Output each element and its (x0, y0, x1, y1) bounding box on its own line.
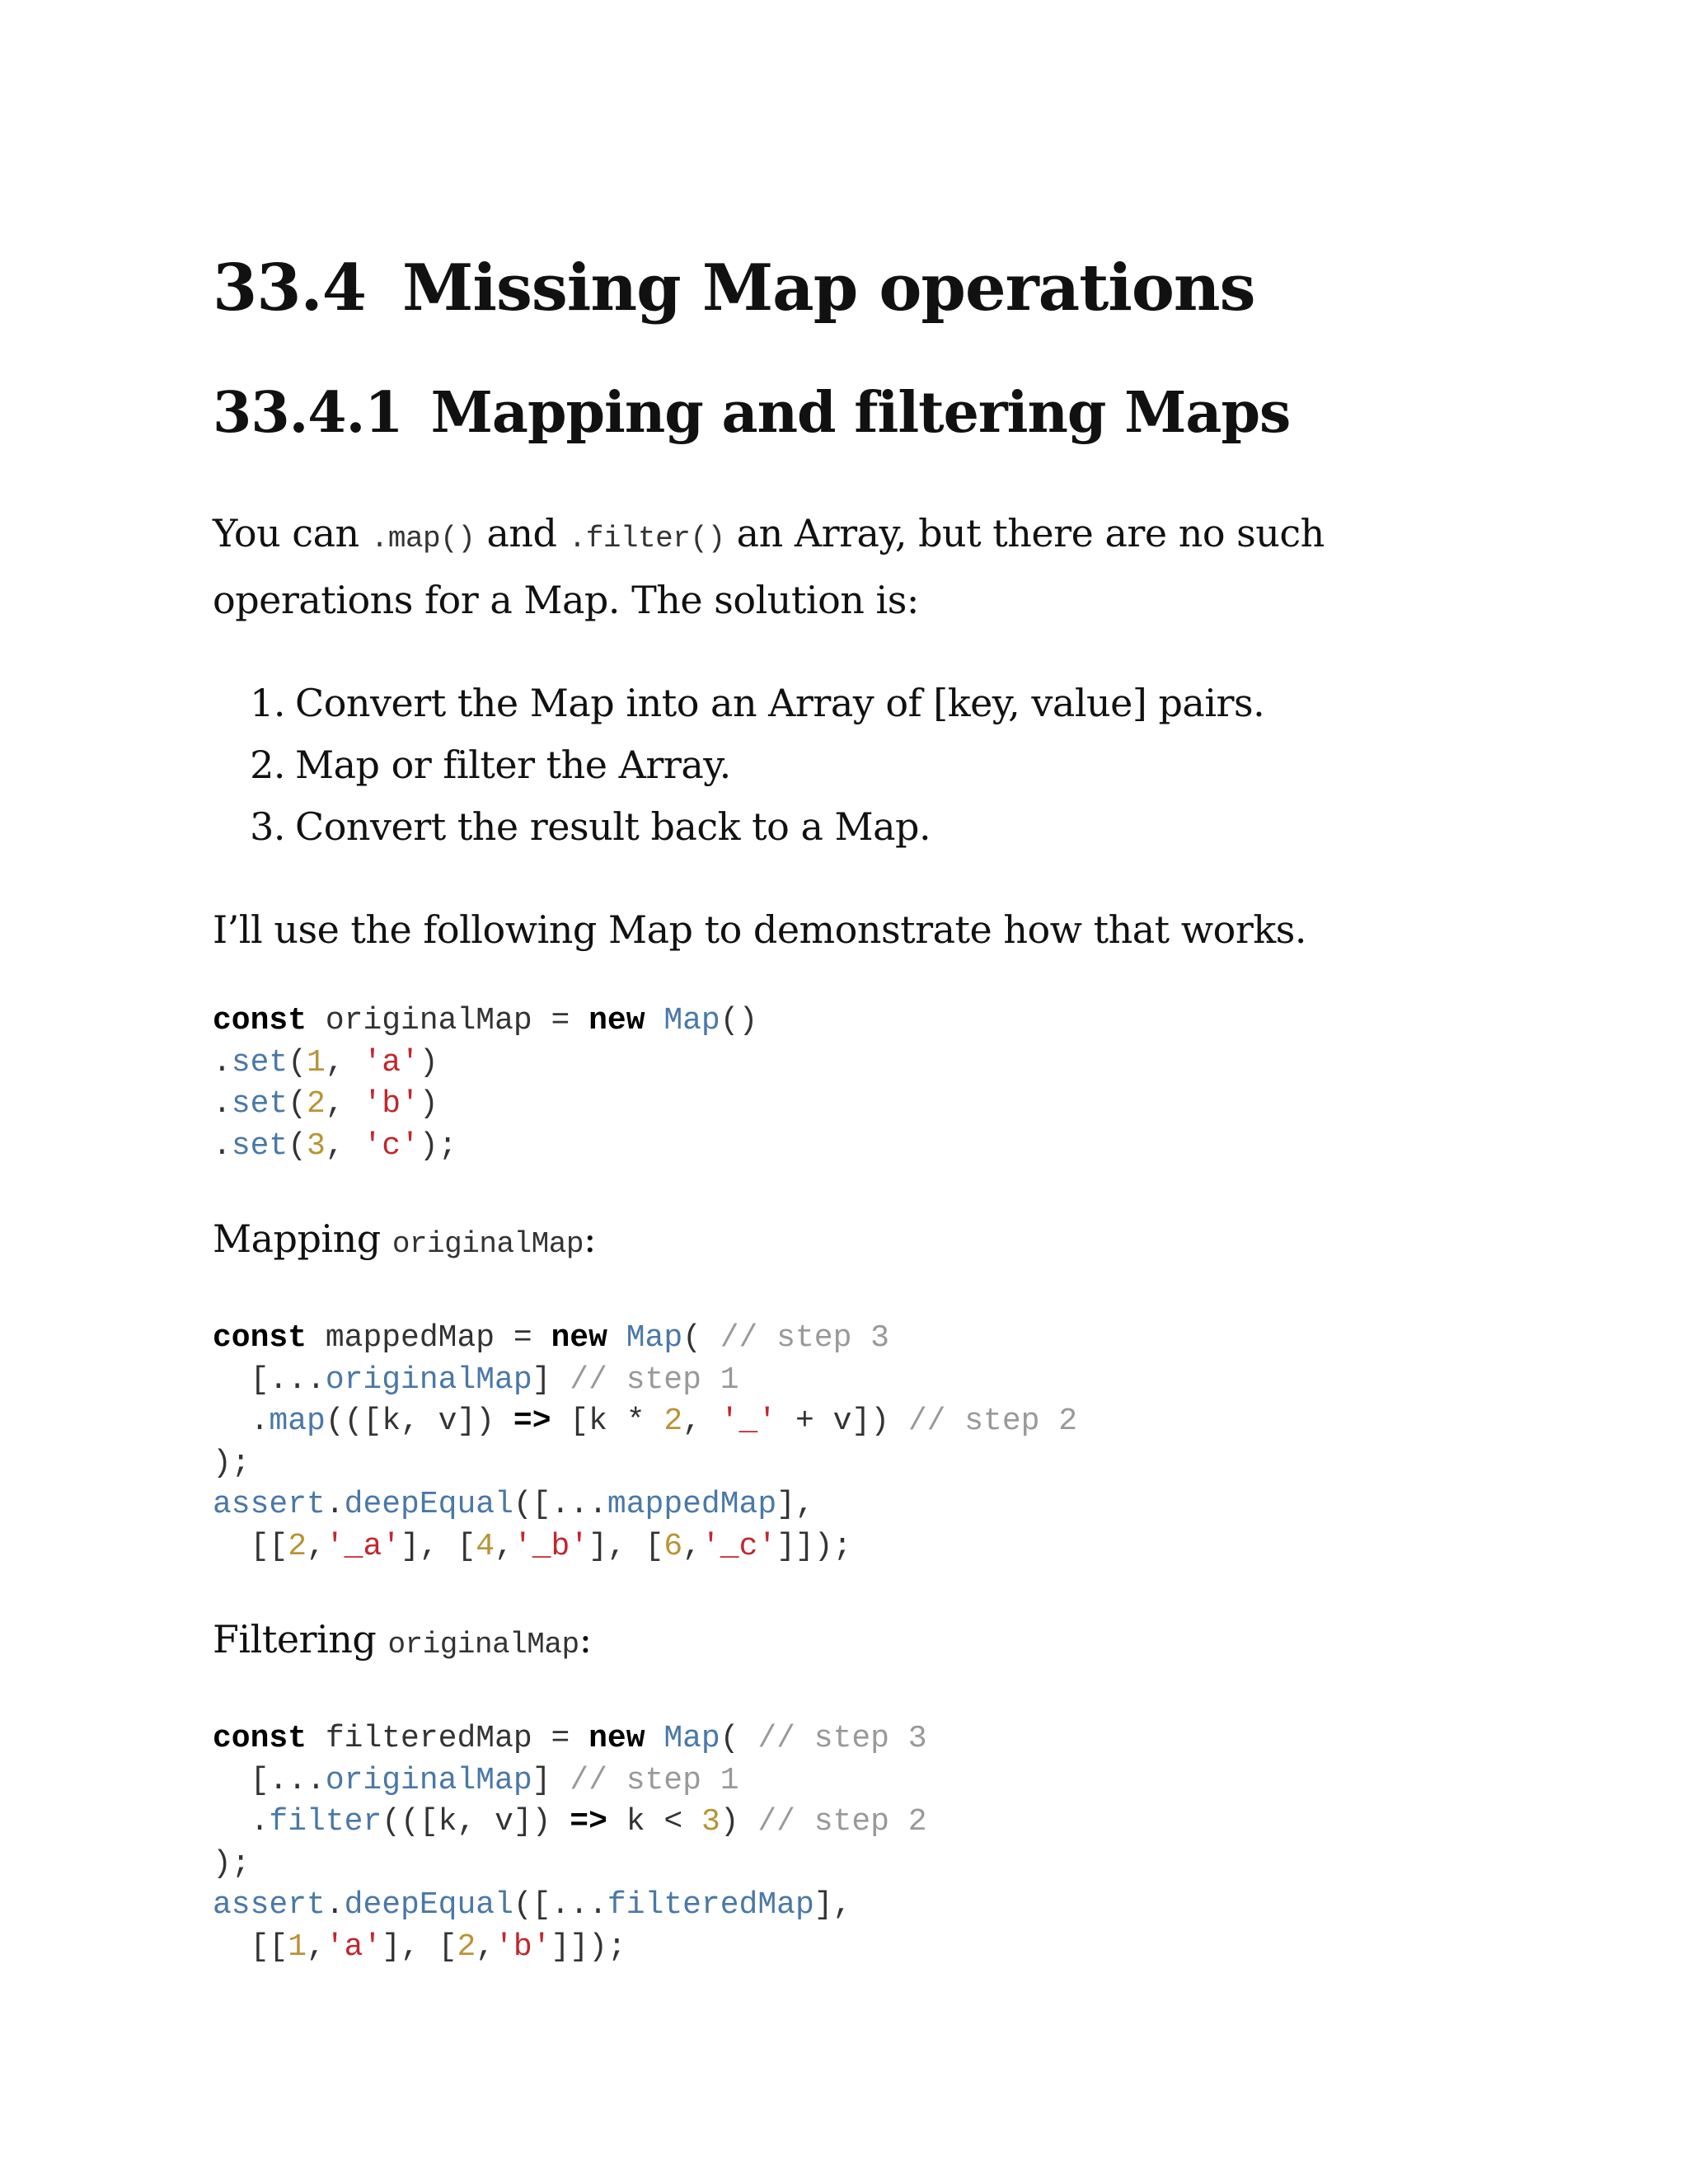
code-comment: // step 2 (757, 1804, 927, 1840)
list-marker: 1. (250, 681, 285, 725)
list-item (213, 796, 1498, 858)
demo-paragraph: I’ll use the following Map to demonstrate how that works. (213, 907, 1306, 952)
code-text: , (325, 1086, 363, 1122)
code-text: ( (720, 1721, 758, 1756)
code-text: . (213, 1404, 270, 1439)
subsection-title: Mapping and filtering Maps (430, 380, 1291, 446)
code-identifier: assert (213, 1887, 326, 1923)
code-comment: // step 1 (570, 1361, 739, 1398)
code-keyword: new (588, 1721, 645, 1756)
code-identifier: map (269, 1404, 326, 1439)
code-identifier: set (231, 1127, 288, 1164)
code-identifier: filter (269, 1804, 382, 1840)
code-text: ) (419, 1086, 438, 1122)
code-text: . (213, 1044, 232, 1080)
code-number: 1 (288, 1929, 307, 1965)
section-title: Missing Map operations (401, 251, 1255, 326)
code-text: ( (288, 1127, 307, 1164)
code-keyword: new (551, 1320, 607, 1356)
code-text: ]]); (776, 1528, 852, 1564)
code-number: 3 (307, 1127, 326, 1164)
code-number: 2 (307, 1086, 326, 1122)
code-text (607, 1320, 626, 1356)
list-item-text: Convert the Map into an Array of [key, value] pairs. (295, 681, 1265, 725)
code-number: 2 (457, 1929, 476, 1965)
code-text: ); (213, 1445, 251, 1481)
code-comment: // step 2 (907, 1404, 1078, 1439)
code-line (213, 1846, 251, 1882)
code-text: ]]); (551, 1929, 626, 1965)
code-line (213, 1804, 927, 1840)
code-number: 3 (701, 1804, 720, 1840)
code-string: '_c' (701, 1528, 777, 1564)
code-text: . (213, 1127, 232, 1164)
intro-text-2: and (475, 511, 569, 555)
code-comment: // step 3 (720, 1320, 889, 1356)
code-text: ( (682, 1320, 720, 1356)
code-text: () (720, 1003, 758, 1038)
code-text: . (325, 1487, 345, 1522)
code-number: 2 (288, 1528, 307, 1564)
code-line (213, 1446, 251, 1481)
code-identifier: originalMap (325, 1361, 532, 1398)
code-keyword: const (213, 1721, 307, 1756)
code-text: filteredMap = (307, 1721, 589, 1756)
steps-list (213, 673, 1498, 858)
code-text: (([k, v]) (382, 1804, 570, 1840)
code-text: , (495, 1528, 513, 1564)
code-comment: // step 1 (570, 1762, 739, 1798)
code-line (213, 1721, 927, 1756)
code-text: ], [ (401, 1528, 476, 1564)
code-text: ( (288, 1086, 307, 1122)
code-text: , (476, 1929, 495, 1965)
list-marker: 2. (250, 743, 285, 787)
inline-code-filter: .filter() (568, 522, 725, 555)
code-line (213, 1404, 1077, 1439)
code-string: '_a' (325, 1528, 401, 1564)
code-text: [[ (213, 1929, 288, 1965)
code-text: ); (419, 1127, 457, 1164)
mapping-label-code: originalMap (392, 1227, 584, 1261)
code-text: , (325, 1044, 363, 1080)
code-number: 1 (307, 1044, 326, 1080)
code-text: , (307, 1528, 326, 1564)
code-text: . (213, 1086, 232, 1122)
subsection-heading (213, 376, 1498, 450)
code-line (213, 1929, 626, 1965)
code-line (213, 1362, 739, 1398)
code-text: ([... (513, 1887, 607, 1923)
code-number: 4 (476, 1528, 495, 1564)
code-keyword: new (588, 1003, 645, 1038)
page-content (213, 247, 1498, 2009)
code-block-mapped-map (213, 1318, 1498, 1568)
filtering-label-suffix: : (579, 1617, 592, 1661)
code-line (213, 1086, 438, 1122)
code-line (213, 1763, 739, 1798)
code-string: 'c' (363, 1127, 420, 1164)
intro-text-3: an Array, but there are no such operations for a Map. The solution is: (213, 511, 1325, 622)
code-text: ( (288, 1044, 307, 1080)
code-text: ) (419, 1044, 438, 1080)
code-text: , (682, 1404, 720, 1439)
code-identifier: assert (213, 1487, 326, 1522)
code-keyword: => (513, 1404, 551, 1439)
code-number: 6 (663, 1528, 683, 1564)
code-text: [... (213, 1762, 326, 1798)
code-text: k < (607, 1804, 701, 1840)
code-text: mappedMap = (307, 1320, 551, 1356)
code-text (645, 1003, 664, 1038)
code-line (213, 1529, 851, 1564)
code-line (213, 1045, 438, 1080)
code-line (213, 1320, 889, 1356)
section-number: 33.4 (213, 251, 366, 326)
code-keyword: const (213, 1320, 307, 1356)
section-heading (213, 247, 1498, 330)
code-identifier: mappedMap (607, 1487, 777, 1522)
code-text: ], [ (382, 1929, 457, 1965)
mapping-label (213, 1208, 1498, 1275)
mapping-label-suffix: : (583, 1216, 596, 1261)
intro-paragraph (213, 503, 1498, 631)
code-identifier: Map (663, 1721, 720, 1756)
code-text: ) (720, 1804, 758, 1840)
code-identifier: Map (663, 1003, 720, 1038)
code-text: ([... (513, 1487, 607, 1522)
code-text: ); (213, 1845, 251, 1882)
code-line (213, 1487, 814, 1522)
list-item-text: Map or filter the Array. (295, 743, 731, 787)
code-string: '_' (720, 1404, 777, 1439)
code-identifier: originalMap (325, 1762, 532, 1798)
code-text: , (325, 1127, 363, 1164)
list-marker: 3. (250, 804, 285, 849)
code-text: . (325, 1887, 345, 1923)
code-number: 2 (663, 1404, 683, 1439)
code-string: 'a' (363, 1044, 420, 1080)
intro-text-1: You can (213, 511, 371, 555)
mapping-label-text: Mapping (213, 1216, 392, 1261)
code-text: ] (532, 1361, 570, 1398)
list-item-text: Convert the result back to a Map. (295, 804, 931, 849)
code-keyword: const (213, 1003, 307, 1038)
code-text: originalMap = (307, 1003, 589, 1038)
code-line (213, 1887, 851, 1923)
code-block-filtered-map (213, 1718, 1498, 1968)
code-text: ], (776, 1487, 814, 1522)
code-text: ] (532, 1762, 570, 1798)
code-text: , (682, 1528, 701, 1564)
code-text: ], (814, 1887, 852, 1923)
code-identifier: set (231, 1086, 288, 1122)
code-comment: // step 3 (757, 1721, 927, 1756)
code-identifier: deepEqual (344, 1487, 513, 1522)
code-identifier: Map (626, 1320, 683, 1356)
filtering-label-code: originalMap (387, 1628, 579, 1661)
code-identifier: deepEqual (344, 1887, 513, 1923)
code-text: + v]) (776, 1404, 908, 1439)
list-item (213, 734, 1498, 796)
code-text: [k * (551, 1404, 664, 1439)
code-identifier: filteredMap (607, 1887, 814, 1923)
subsection-number: 33.4.1 (213, 380, 403, 446)
code-keyword: => (570, 1804, 607, 1840)
filtering-label-text: Filtering (213, 1617, 388, 1661)
code-identifier: set (231, 1044, 288, 1080)
code-string: 'a' (325, 1929, 382, 1965)
filtering-label (213, 1609, 1498, 1675)
code-line (213, 1003, 757, 1038)
code-string: 'b' (363, 1086, 420, 1122)
code-block-original-map (213, 1001, 1498, 1167)
code-text: , (307, 1929, 326, 1965)
code-string: '_b' (513, 1528, 589, 1564)
code-string: 'b' (495, 1929, 551, 1965)
code-text: [[ (213, 1528, 288, 1564)
code-text: [... (213, 1361, 326, 1398)
code-text (645, 1721, 664, 1756)
code-line (213, 1128, 457, 1164)
list-item (213, 673, 1498, 734)
inline-code-map: .map() (370, 522, 476, 555)
code-text: ], [ (588, 1528, 664, 1564)
code-text: . (213, 1804, 270, 1840)
code-text: (([k, v]) (325, 1404, 513, 1439)
